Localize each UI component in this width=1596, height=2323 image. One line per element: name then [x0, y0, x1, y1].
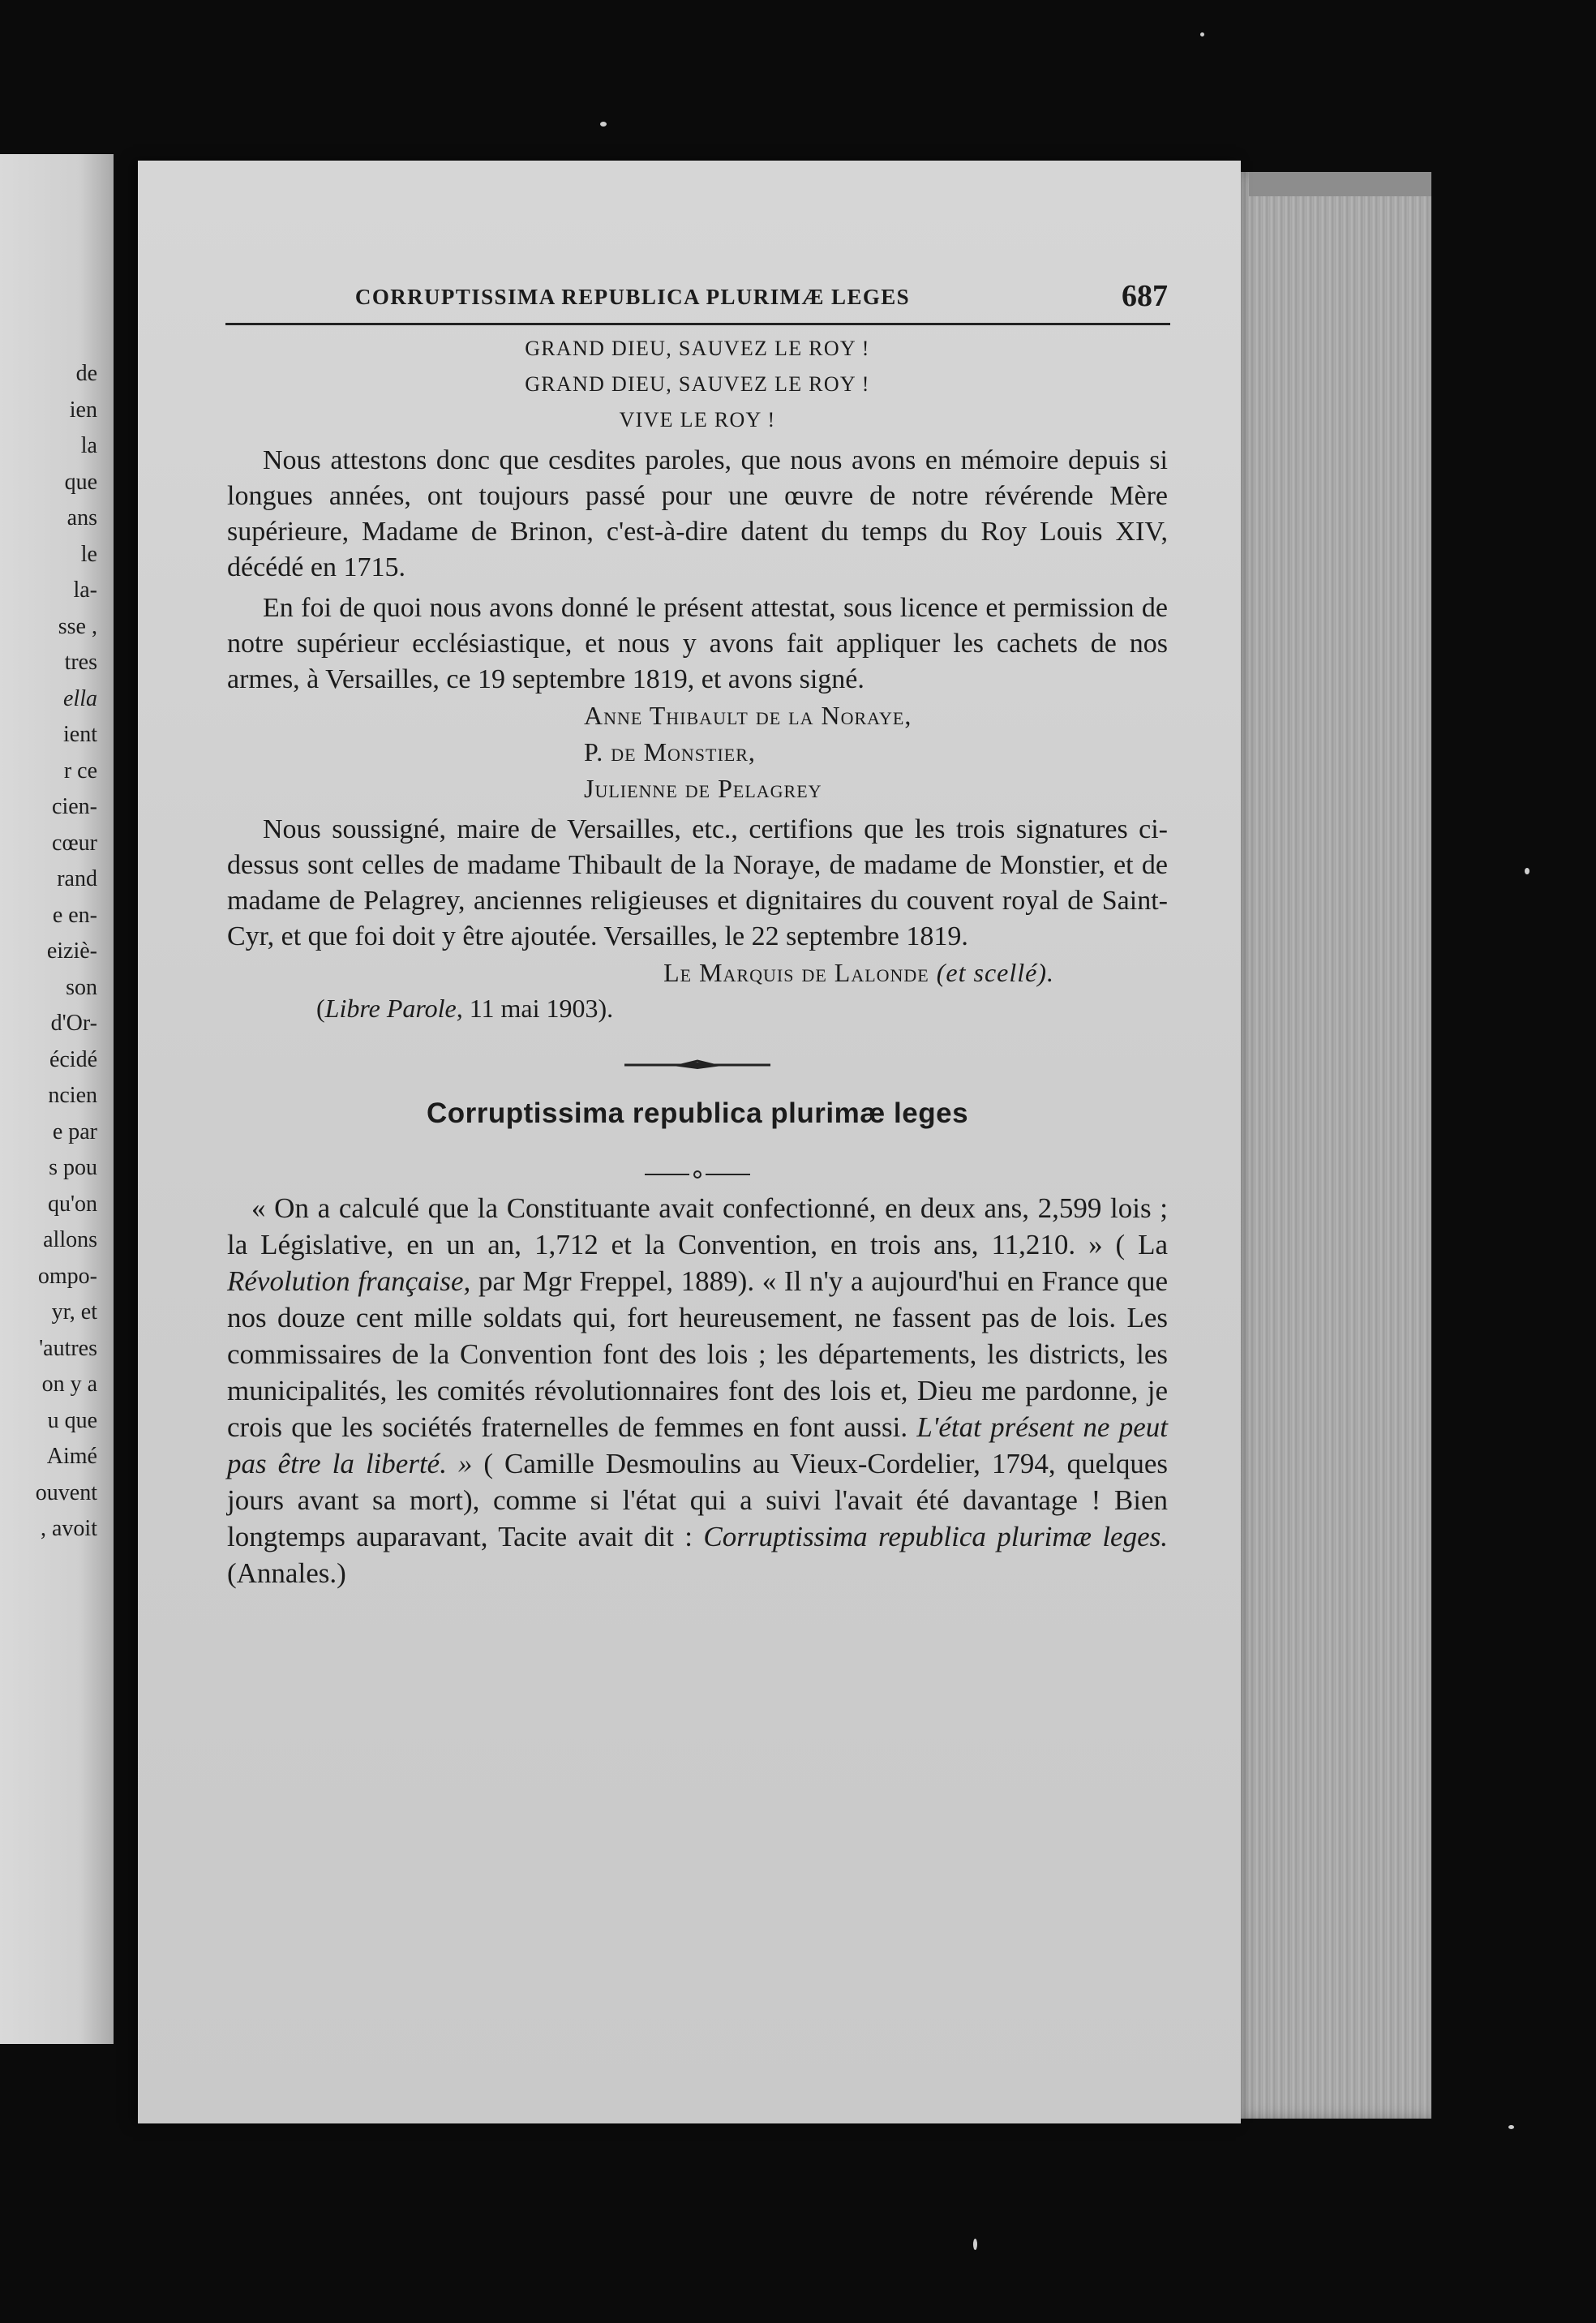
quote-text: ( Camille Desmoulins au Vieux-Cordelier, 1794, quelques jours avant sa mort), comme si l'état qui a suivi l'avait été davantage ! Bien longtemps auparavant, Tacite avait dit :	[227, 1448, 1168, 1552]
left-page-line-fragment: on y a	[41, 1372, 97, 1397]
mayor-certification-paragraph: Nous soussigné, maire de Versailles, etc., certifions que les trois signatures ci-dessus sont celles de madame Thibault de la Noraye, de madame de Monstier, et de madame de Pelagrey, anciennes religieuses et dignitaires du couvent royal de Saint-Cyr, et que foi doit y être ajoutée. Versailles, le 22 septembre 1819.	[227, 814, 1168, 951]
left-page-line-fragment: ncien	[48, 1083, 97, 1108]
left-facing-page	[0, 154, 114, 2044]
licence-paragraph: En foi de quoi nous avons donné le présent attestat, sous licence et permission de notre supérieur ecclésiastique, et nous y avons fait appliquer les cachets de nos armes, à Versailles, ce 19 septembre 1819, et avons signé.	[227, 593, 1168, 694]
film-speck	[1525, 868, 1530, 874]
quote-italic-maxim: Corruptissima republica plurimæ leges.	[703, 1521, 1168, 1552]
left-page-line-fragment: e par	[52, 1119, 97, 1144]
left-page-line-fragment: s pou	[49, 1155, 97, 1180]
book-edge-shadow	[1249, 172, 1431, 196]
film-speck	[973, 2239, 977, 2250]
source-citation: (Libre Parole, 11 mai 1903).	[316, 994, 614, 1023]
section-title: Corruptissima republica plurimæ leges	[426, 1097, 969, 1129]
left-page-line-fragment: d'Or-	[50, 1011, 97, 1036]
left-page-line-fragment: cien-	[52, 794, 97, 819]
quotation-paragraph	[227, 1190, 1168, 1591]
mayor-name: Le Marquis de Lalonde	[663, 958, 929, 987]
attestation-paragraph: Nous attestons donc que cesdites paroles, que nous avons en mémoire depuis si longues années, ont toujours passé pour une œuvre de notre révérende Mère supérieure, Madame de Brinon, c'est-à-dire datent du temps du Roy Louis XIV, décédé en 1715.	[227, 445, 1168, 582]
source-title: Libre Parole,	[324, 994, 463, 1023]
left-page-line-fragment: ans	[66, 505, 97, 530]
signature-line: Julienne de Pelagrey	[584, 774, 822, 803]
left-page-line-fragment: r ce	[63, 758, 97, 784]
left-page-line-fragment: sse ,	[58, 613, 97, 639]
quote-italic-title: Révolution française,	[227, 1265, 471, 1297]
left-page-line-fragment: , avoit	[41, 1516, 97, 1541]
quote-text: par Mgr Freppel, 1889). « Il n'y a aujourd'hui en France que nos douze cent mille soldats qui, fort heureusement, ne fassent pas de lois. Les commissaires de la Convention font des lois ; les départements, les districts, les municipalités, les comités révolutionnaires font des lois et, Dieu me pardonne, je crois que les sociétés fraternelles de femmes en font aussi.	[227, 1265, 1168, 1443]
header-rule	[225, 323, 1170, 325]
acclamation-line: GRAND DIEU, SAUVEZ LE ROY !	[525, 337, 870, 360]
quote-text: (Annales.)	[227, 1557, 346, 1589]
left-page-line-fragment: ella	[63, 685, 97, 711]
page-body	[227, 331, 1168, 1620]
left-page-line-fragment: ien	[69, 397, 97, 423]
page-number: 687	[1122, 279, 1168, 313]
film-speck	[1200, 32, 1204, 36]
signature-line: P. de Monstier,	[584, 737, 756, 766]
mayor-signature	[227, 955, 1168, 990]
left-page-line-fragment: ient	[63, 722, 97, 747]
book-page-edges	[1233, 172, 1431, 2119]
small-divider-ornament	[645, 1154, 750, 1166]
acclamation-line: VIVE LE ROY !	[619, 408, 776, 432]
left-page-line-fragment: 'autres	[39, 1335, 97, 1361]
left-page-line-fragment: son	[66, 974, 97, 1000]
left-page-line-fragment: écidé	[49, 1046, 97, 1072]
left-page-line-fragment: de	[75, 361, 97, 386]
left-page-line-fragment: Aimé	[46, 1444, 97, 1469]
left-page-line-fragment: yr, et	[51, 1299, 97, 1325]
left-page-line-fragment: cœur	[52, 830, 97, 856]
film-speck	[1508, 2125, 1514, 2129]
signature-line: Anne Thibault de la Noraye,	[584, 701, 912, 730]
film-speck	[600, 122, 607, 127]
running-head	[227, 278, 1168, 319]
quote-text: « On a calculé que la Constituante avait confectionné, en deux ans, 2,599 lois ; la Législative, en un an, 1,712 et la Convention, en trois ans, 11,210. » ( La	[227, 1192, 1168, 1260]
left-page-line-fragment: ouvent	[35, 1479, 97, 1505]
source-date: 11 mai 1903).	[469, 994, 614, 1023]
left-page-line-fragment: la-	[73, 578, 97, 603]
left-page-line-fragment: tres	[64, 650, 97, 675]
left-page-line-fragment: qu'on	[47, 1191, 97, 1217]
left-page-line-fragment: la	[80, 433, 97, 458]
book-page	[138, 161, 1241, 2123]
left-page-line-fragment: e en-	[52, 902, 97, 928]
left-page-line-fragment: eiziè-	[46, 938, 97, 964]
quote-italic-phrase: L'état présent ne peut pas être la liberté. »	[227, 1411, 1168, 1479]
seal-note: (et scellé).	[936, 958, 1054, 987]
left-page-line-fragment: le	[80, 541, 97, 567]
left-page-line-fragment: ompo-	[37, 1263, 97, 1289]
acclamation-line: GRAND DIEU, SAUVEZ LE ROY !	[525, 372, 870, 396]
running-title: CORRUPTISSIMA REPUBLICA PLURIMÆ LEGES	[354, 285, 911, 309]
left-page-line-fragment: rand	[57, 866, 97, 891]
left-page-line-fragment: u que	[47, 1407, 97, 1433]
section-divider-ornament	[624, 1058, 770, 1071]
left-page-line-fragment: allons	[43, 1227, 97, 1252]
left-page-line-fragment: que	[64, 469, 97, 495]
